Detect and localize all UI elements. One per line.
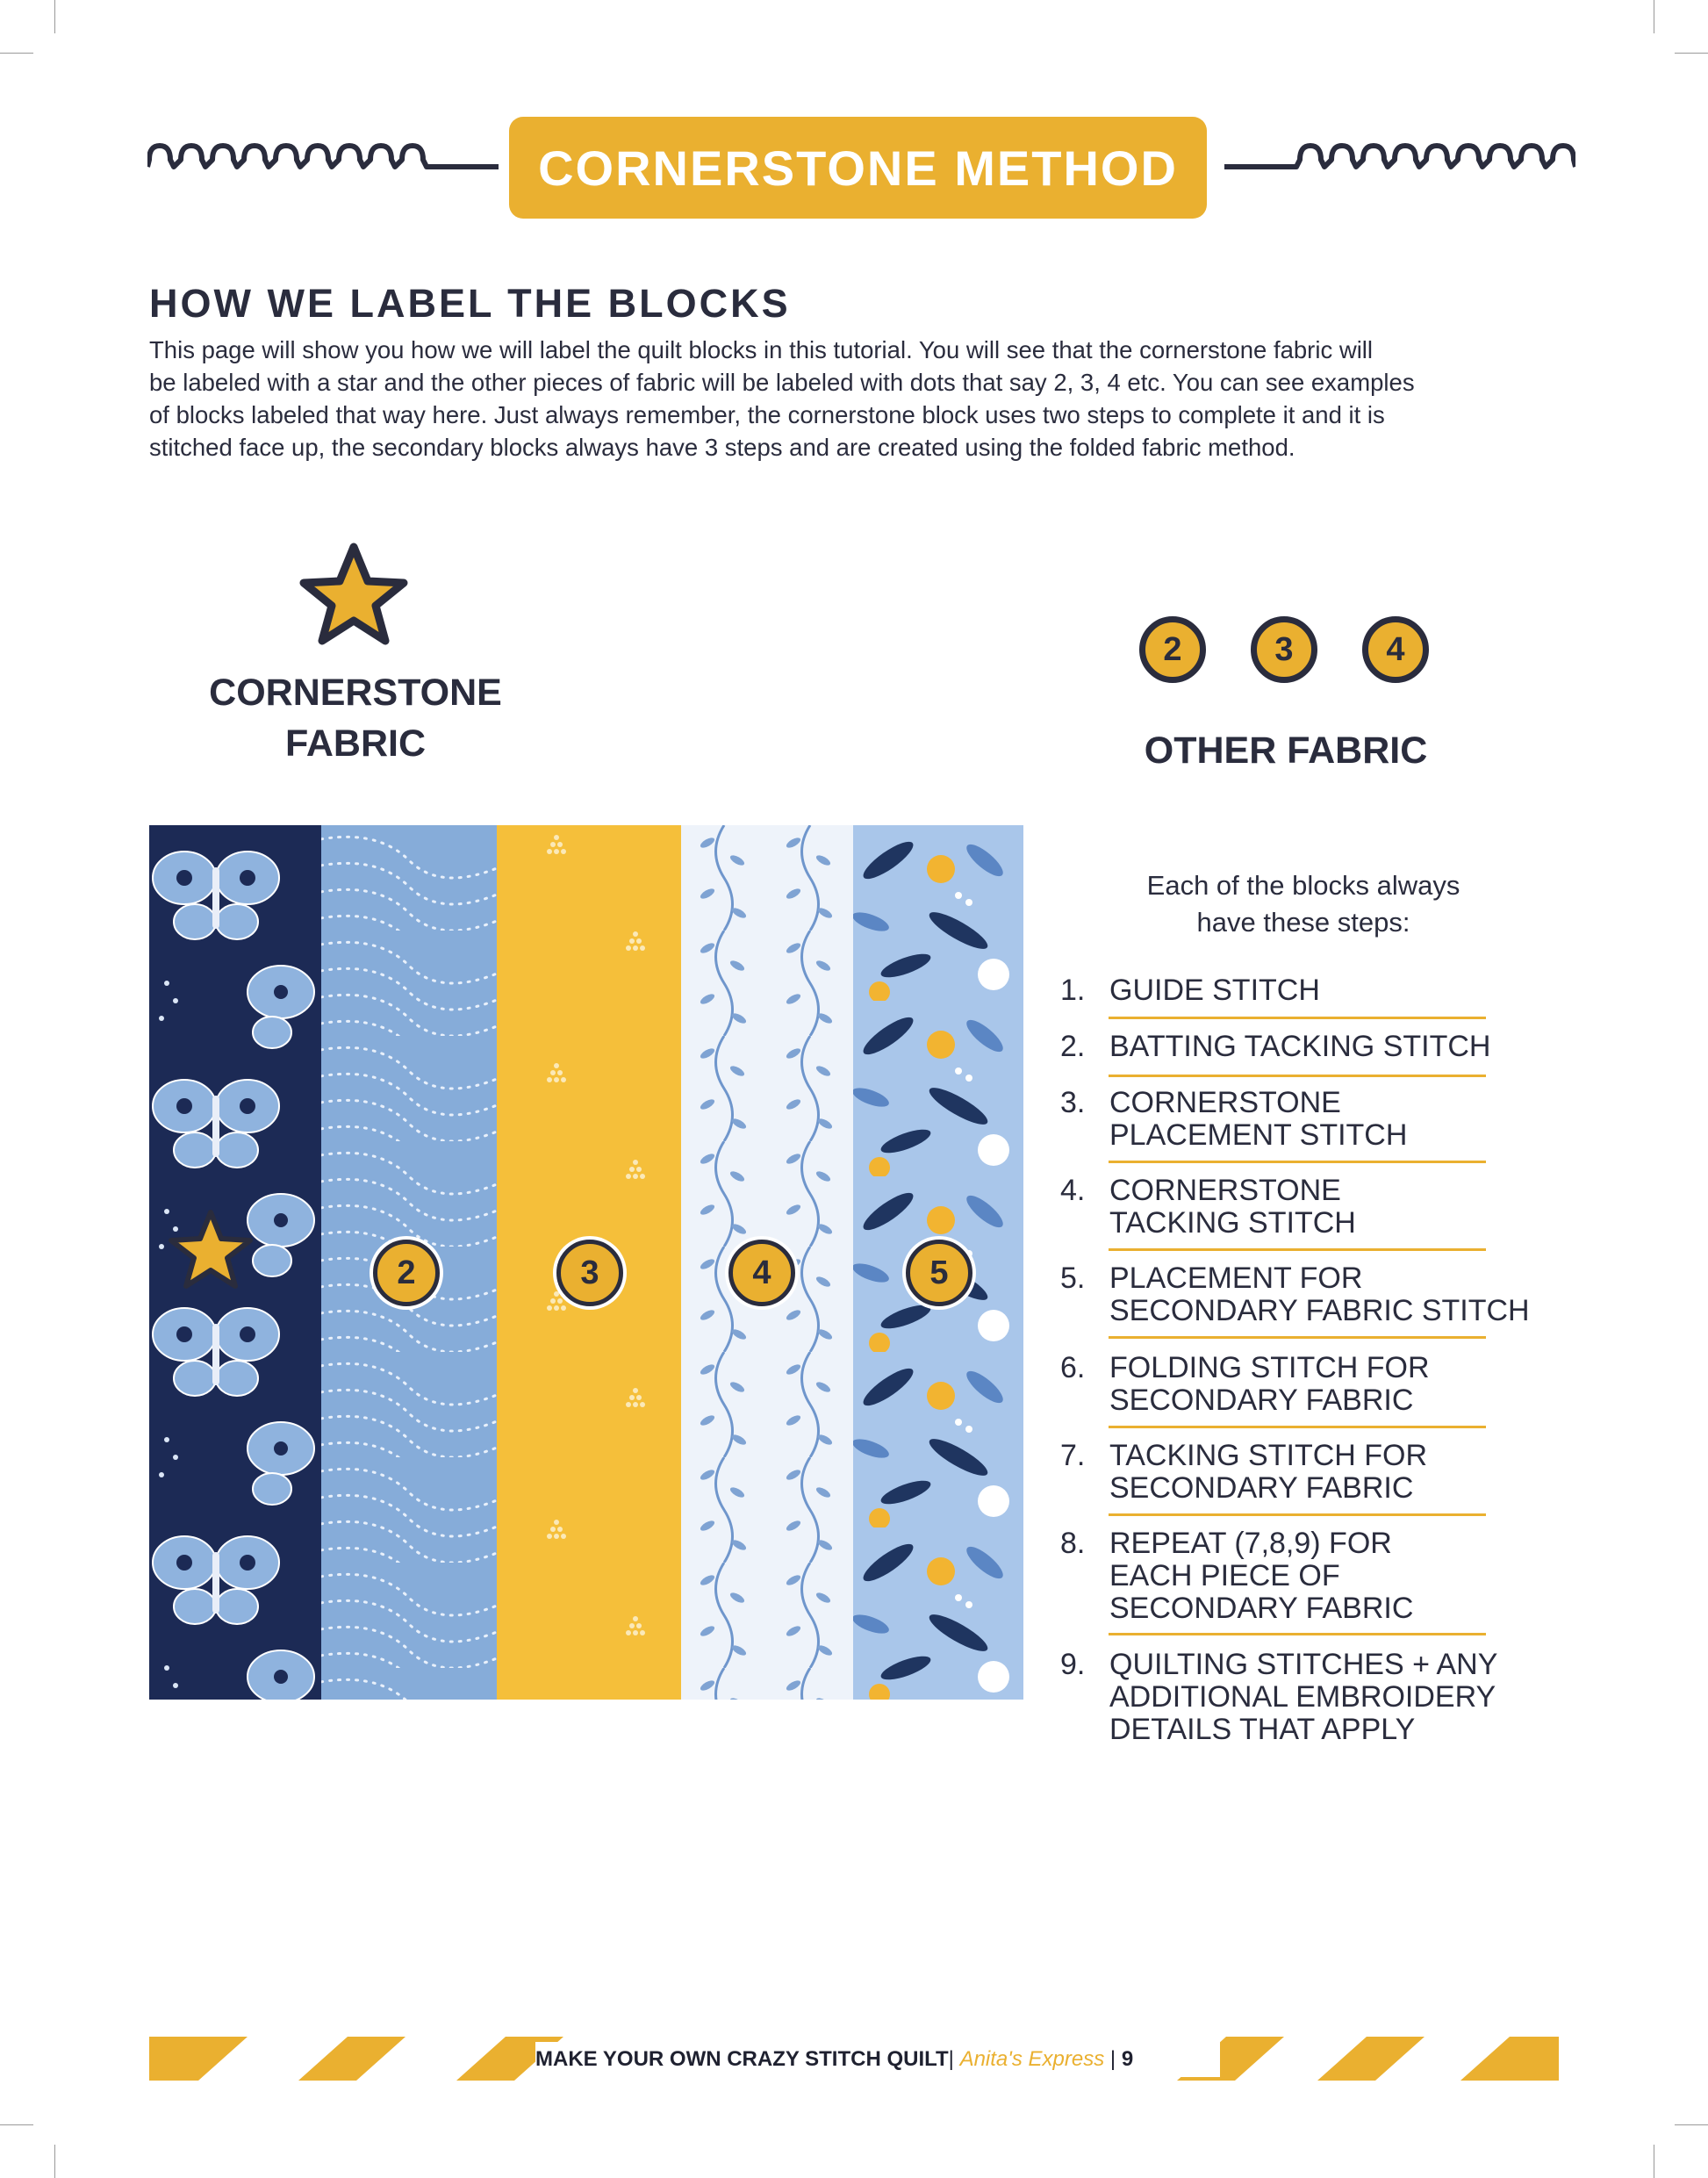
number-badge: 2: [1139, 616, 1206, 683]
step-number: 7.: [1060, 1439, 1086, 1472]
scallop-divider-right: [1224, 140, 1575, 176]
step-text: [1109, 1031, 1548, 1063]
number-badge: 3: [1251, 616, 1317, 683]
step-text: [1109, 1175, 1548, 1240]
section-heading: HOW WE LABEL THE BLOCKS: [149, 281, 791, 326]
step-line: ADDITIONAL EMBROIDERY: [1109, 1680, 1496, 1714]
step-number: 4.: [1060, 1174, 1086, 1207]
other-fabric-label: OTHER FABRIC: [1144, 730, 1428, 772]
divider: [1109, 1017, 1486, 1019]
intro-line: of blocks labeled that way here. Just always remember, the cornerstone block uses two steps to complete it and it is: [149, 401, 1385, 428]
divider: [1109, 1336, 1486, 1339]
step-text: [1109, 1262, 1548, 1327]
steps-intro-line1: Each of the blocks always: [1146, 870, 1460, 901]
intro-paragraph: [149, 334, 1554, 464]
step-line: SECONDARY FABRIC: [1109, 1471, 1414, 1505]
intro-line: be labeled with a star and the other pieces of fabric will be labeled with dots that say 2, 3, 4 etc. You can see examples: [149, 369, 1415, 396]
crop-mark: [0, 2124, 33, 2125]
intro-line: This page will show you how we will label the quilt blocks in this tutorial. You will see that the cornerstone fabric will: [149, 336, 1374, 363]
step-line: REPEAT (7,8,9) FOR: [1109, 1527, 1392, 1560]
crop-mark: [1675, 53, 1708, 54]
divider: [1109, 1513, 1486, 1516]
cornerstone-label-line1: CORNERSTONE: [209, 672, 502, 714]
step-line: CORNERSTONE: [1109, 1086, 1341, 1119]
step-line: GUIDE STITCH: [1109, 974, 1320, 1007]
divider: [1109, 1161, 1486, 1163]
step-number: 1.: [1060, 974, 1086, 1007]
step-number: 3.: [1060, 1086, 1086, 1119]
step-line: SECONDARY FABRIC: [1109, 1384, 1414, 1417]
cornerstone-label-line2: FABRIC: [284, 722, 427, 765]
step-number: 2.: [1060, 1030, 1086, 1063]
step-line: EACH PIECE OF: [1109, 1559, 1340, 1592]
star-icon: [297, 540, 411, 650]
crop-mark: [54, 2145, 55, 2178]
footer-separator: |: [948, 2047, 954, 2071]
step-line: BATTING TACKING STITCH: [1109, 1030, 1491, 1063]
step-number: 8.: [1060, 1527, 1086, 1560]
divider: [1109, 1075, 1486, 1077]
number-badge: 3: [556, 1240, 623, 1306]
step-line: CORNERSTONE: [1109, 1174, 1341, 1207]
step-line: DETAILS THAT APPLY: [1109, 1713, 1416, 1746]
footer: [535, 2042, 1220, 2077]
step-text: [1109, 1352, 1548, 1417]
step-line: FOLDING STITCH FOR: [1109, 1351, 1430, 1384]
intro-line: stitched face up, the secondary blocks always have 3 steps and are created using the folded fabric method.: [149, 434, 1295, 461]
crop-mark: [54, 0, 55, 33]
number-badge: 4: [1362, 616, 1429, 683]
scallop-divider-left: [147, 140, 499, 176]
divider: [1109, 1248, 1486, 1251]
step-line: TACKING STITCH: [1109, 1206, 1356, 1240]
step-line: PLACEMENT FOR: [1109, 1262, 1363, 1295]
divider: [1109, 1426, 1486, 1428]
cornerstone-fabric-label: [158, 667, 553, 769]
step-line: QUILTING STITCHES + ANY: [1109, 1648, 1498, 1681]
footer-title: MAKE YOUR OWN CRAZY STITCH QUILT: [535, 2047, 949, 2071]
steps-intro: [1088, 867, 1518, 941]
divider: [1109, 1633, 1486, 1635]
number-badge: 2: [373, 1240, 440, 1306]
number-badge: 5: [906, 1240, 972, 1306]
star-icon: [167, 1207, 255, 1291]
fabric-strips-photo: [149, 825, 1023, 1700]
steps-intro-line2: have these steps:: [1196, 907, 1410, 938]
footer-brand: Anita's Express: [959, 2047, 1105, 2071]
page-number: 9: [1121, 2047, 1134, 2071]
step-line: TACKING STITCH FOR: [1109, 1439, 1428, 1472]
page-title: CORNERSTONE METHOD: [538, 140, 1178, 196]
footer-separator: |: [1109, 2047, 1116, 2071]
step-number: 5.: [1060, 1262, 1086, 1295]
step-text: [1109, 974, 1548, 1007]
step-text: [1109, 1649, 1548, 1746]
step-text: [1109, 1087, 1548, 1152]
number-badge: 4: [728, 1240, 795, 1306]
step-line: PLACEMENT STITCH: [1109, 1118, 1408, 1152]
step-line: SECONDARY FABRIC: [1109, 1592, 1414, 1625]
step-line: SECONDARY FABRIC STITCH: [1109, 1294, 1530, 1327]
step-number: 9.: [1060, 1648, 1086, 1681]
step-number: 6.: [1060, 1351, 1086, 1384]
title-banner: [509, 117, 1207, 219]
crop-mark: [0, 53, 33, 54]
crop-mark: [1675, 2124, 1708, 2125]
step-text: [1109, 1527, 1548, 1625]
step-text: [1109, 1440, 1548, 1505]
